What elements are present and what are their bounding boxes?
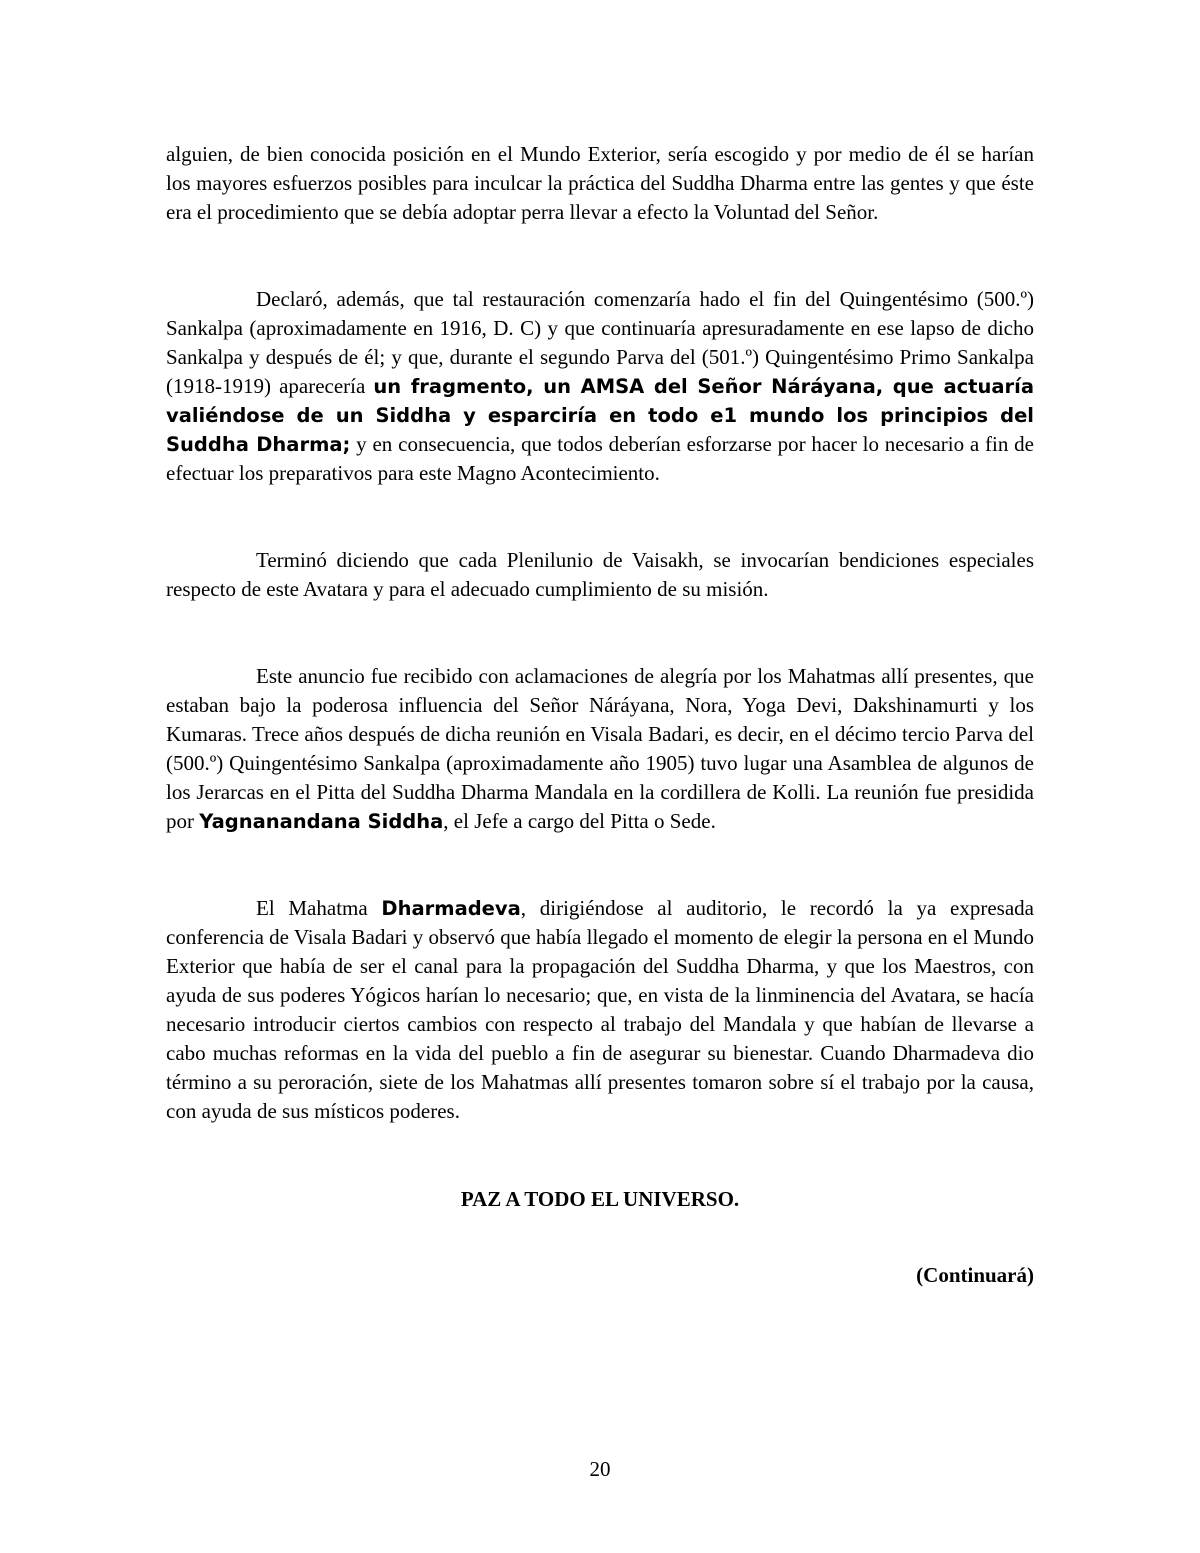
paragraph-2-emphasis: un fragmento, un AMSA del Señor Náráyana, que actuaría valiéndose de un Siddha y esparciría en todo e1 mundo los principios del Suddha Dharma; [166,375,1035,456]
paragraph-5-emphasis: Dharmadeva [381,897,521,920]
paragraph-2-text-end: y en consecuencia, que todos deberían esforzarse por hacer lo necesario a fin de efectuar los preparativos para este Magno Acontecimiento. [166,432,1034,485]
paragraph-5-text-start: El Mahatma [256,896,382,920]
page-number: 20 [589,1457,611,1481]
paragraph-spacer [166,836,1034,894]
paragraph-spacer [166,227,1034,285]
document-body [166,140,1034,1126]
paragraph-4-emphasis: Yagnanandana Siddha [199,810,444,833]
continues-note: (Continuará) [916,1263,1034,1287]
paragraph-spacer [166,604,1034,662]
paragraph-4 [166,662,1034,836]
paragraph-1 [166,140,1034,227]
paragraph-1-text: alguien, de bien conocida posición en el Mundo Exterior, sería escogido y por medio de él se harían los mayores esfuerzos posibles para inculcar la práctica del Suddha Dharma entre las gentes y que éste era el procedimiento que se debía adoptar perra llevar a efecto la Voluntad del Señor. [166,142,1034,224]
paragraph-2-text-start: Declaró, además, que tal restauración comenzaría hado el fin del Quingentésimo (500.º) Sankalpa (aproximadamente en 1916, D. C) y que continuaría apresuradamente en ese lapso de dicho Sankalpa y después de él; y que, durante el segundo Parva del (501.º) Quingentésimo Primo Sankalpa (1918-1919) aparecería [166,287,1034,398]
paragraph-3 [166,546,1034,604]
paragraph-spacer [166,488,1034,546]
paragraph-4-text-end: , el Jefe a cargo del Pitta o Sede. [443,809,716,833]
paragraph-4-text-start: Este anuncio fue recibido con aclamaciones de alegría por los Mahatmas allí presentes, que estaban bajo la poderosa influencia del Señor Náráyana, Nora, Yoga Devi, Dakshinamurti y los Kumaras. Trece años después de dicha reunión en Visala Badari, es decir, en el décimo tercio Parva del (500.º) Quingentésimo Sankalpa (aproximadamente año 1905) tuvo lugar una Asamblea de algunos de los Jerarcas en el Pitta del Suddha Dharma Mandala en la cordillera de Kolli. La reunión fue presidida por [166,664,1034,833]
paragraph-5 [166,894,1034,1126]
paragraph-2 [166,285,1034,488]
paragraph-5-text-end: , dirigiéndose al auditorio, le recordó la ya expresada conferencia de Visala Badari y observó que había llegado el momento de elegir la persona en el Mundo Exterior que había de ser el canal para la propagación del Suddha Dharma, y que los Maestros, con ayuda de sus poderes Yógicos harían lo necesario; que, en vista de la linminencia del Avatara, se hacía necesario introducir ciertos cambios con respecto al trabajo del Mandala y que habían de llevarse a cabo muchas reformas en la vida del pueblo a fin de asegurar su bienestar. Cuando Dharmadeva dio término a su peroración, siete de los Mahatmas allí presentes tomaron sobre sí el trabajo por la causa, con ayuda de sus místicos poderes. [166,896,1035,1123]
closing-heading: PAZ A TODO EL UNIVERSO. [460,1187,740,1211]
paragraph-3-text: Terminó diciendo que cada Plenilunio de Vaisakh, se invocarían bendiciones especiales respecto de este Avatara y para el adecuado cumplimiento de su misión. [166,548,1034,601]
